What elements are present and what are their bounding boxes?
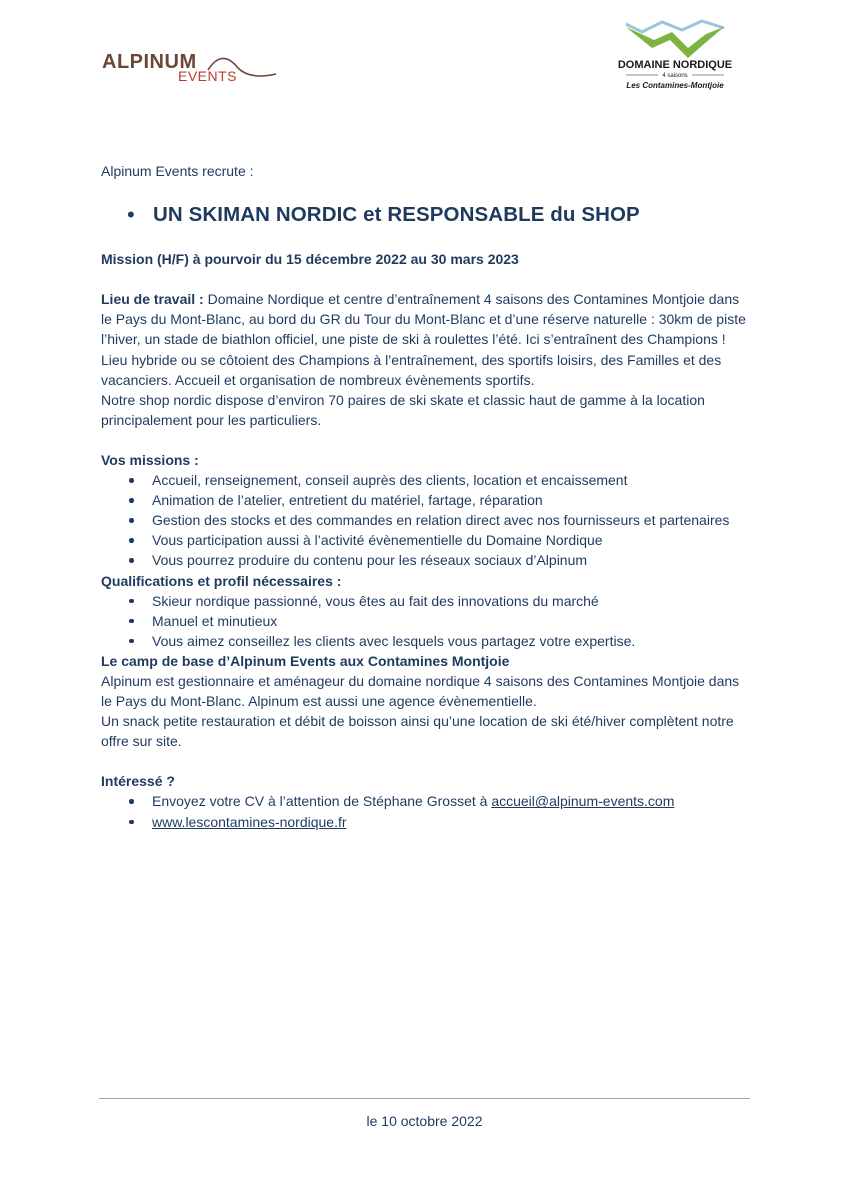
lieu-section: [101, 289, 751, 430]
intro-text: Alpinum Events recrute :: [101, 163, 254, 179]
mission-dates: Mission (H/F) à pourvoir du 15 décembre 2022 au 30 mars 2023: [101, 251, 519, 268]
cv-text: Envoyez votre CV à l’attention de Stéphane Grosset à: [152, 793, 492, 810]
list-item: Animation de l’atelier, entretient du matériel, fartage, réparation: [101, 490, 751, 510]
lieu-text-3: Notre shop nordic dispose d’environ 70 paires de ski skate et classic haut de gamme à la location principalement pour les particuliers.: [101, 391, 705, 428]
qualifications-list: [101, 591, 751, 651]
mountain-outline-icon: [626, 21, 724, 32]
camp-heading: Le camp de base d’Alpinum Events aux Contamines Montjoie: [101, 652, 510, 669]
domaine-logo-sub: 4 saisons: [662, 73, 688, 79]
missions-heading: Vos missions :: [101, 451, 199, 468]
footer-date: le 10 octobre 2022: [366, 1113, 483, 1129]
list-item: Gestion des stocks et des commandes en relation direct avec nos fournisseurs et partenaires: [101, 510, 751, 530]
list-item: Vous aimez conseillez les clients avec lesquels vous partagez votre expertise.: [101, 631, 751, 651]
domaine-logo-place: Les Contamines-Montjoie: [626, 81, 724, 90]
lieu-label: Lieu de travail :: [101, 291, 204, 308]
lieu-text-2: Lieu hybride ou se côtoient des Champions à l’entraînement, des sportifs loisirs, des Familles et des vacanciers. Accueil et organisation de nombreux évènements sportifs.: [101, 351, 722, 388]
missions-list: [101, 470, 751, 570]
list-item: Skieur nordique passionné, vous êtes au fait des innovations du marché: [101, 591, 751, 611]
list-item: Manuel et minutieux: [101, 611, 751, 631]
camp-section: [101, 651, 751, 751]
domaine-nordique-logo: [606, 18, 744, 94]
camp-text-2: Un snack petite restauration et débit de boisson ainsi qu’une location de ski été/hiver complètent notre offre sur site.: [101, 713, 734, 750]
cv-item: [101, 791, 751, 811]
contact-list: [101, 791, 751, 831]
list-item: Accueil, renseignement, conseil auprès des clients, location et encaissement: [101, 470, 751, 490]
list-item: Vous pourrez produire du contenu pour les réseaux sociaux d’Alpinum: [101, 550, 751, 570]
events-logo-text: EVENTS: [178, 68, 238, 84]
document-body: [101, 161, 751, 832]
qualifications-heading: Qualifications et profil nécessaires :: [101, 572, 342, 589]
camp-text-1: Alpinum est gestionnaire et aménageur du domaine nordique 4 saisons des Contamines Montjoie dans le Pays du Mont-Blanc. Alpinum est aussi une agence évènementielle.: [101, 672, 740, 710]
job-title-row: [127, 202, 751, 228]
domaine-logo-name: DOMAINE NORDIQUE: [617, 59, 733, 71]
list-item: Vous participation aussi à l’activité évènementielle du Domaine Nordique: [101, 530, 751, 550]
alpinum-events-logo: [100, 50, 280, 86]
website-link[interactable]: www.lescontamines-nordique.fr: [152, 813, 347, 830]
email-link[interactable]: accueil@alpinum-events.com: [491, 793, 675, 810]
lieu-text-1: Domaine Nordique et centre d’entraînement 4 saisons des Contamines Montjoie dans le Pays du Mont-Blanc, au bord du GR du Tour du Mont-Blanc et d’une réserve naturelle : 30km de piste l’hiver, un stade de biathlon officiel, une piste de ski à roulettes l’été. Ici s’entraînent des Champions !: [101, 291, 746, 348]
footer-divider: [99, 1098, 750, 1099]
alpinum-logo-text: ALPINUM: [102, 51, 197, 73]
contact-heading: Intéressé ?: [101, 773, 175, 790]
job-title: UN SKIMAN NORDIC et RESPONSABLE du SHOP: [153, 203, 640, 227]
website-item: [101, 812, 751, 832]
bullet-icon: •: [127, 202, 135, 228]
